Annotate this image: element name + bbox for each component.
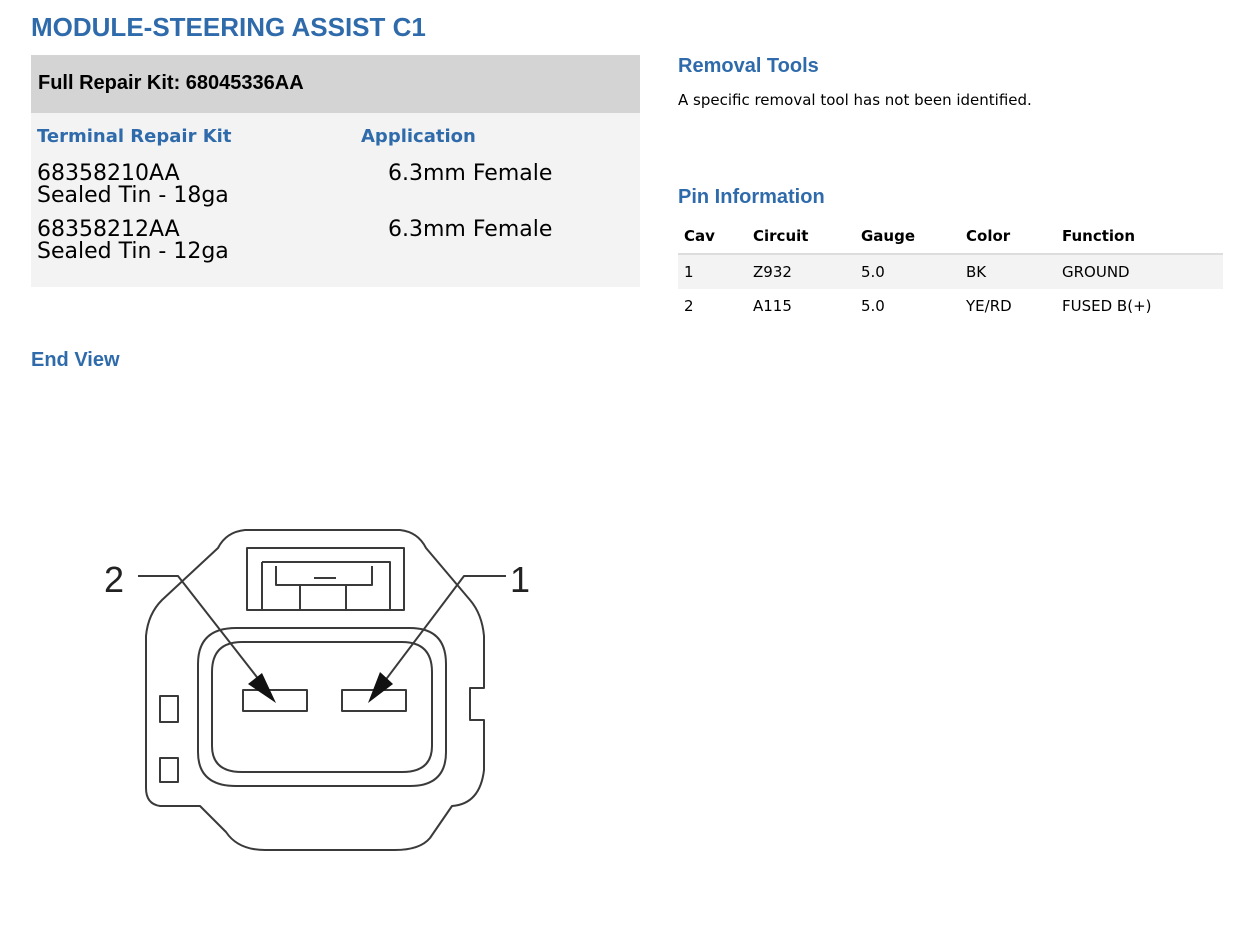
cell-gauge: 5.0 bbox=[855, 254, 960, 289]
pin-2-arrow bbox=[248, 673, 276, 703]
cell-color: YE/RD bbox=[966, 297, 1012, 315]
cell-function: FUSED B(+) bbox=[1062, 297, 1152, 315]
cell-gauge: 5.0 bbox=[861, 297, 885, 315]
connector-end-view-diagram bbox=[100, 518, 540, 858]
pin-table-header-row bbox=[678, 219, 1223, 254]
cell-circuit: Z932 bbox=[747, 254, 855, 289]
cell-cav: 2 bbox=[684, 297, 694, 315]
pin-information-table bbox=[678, 219, 1223, 323]
repair-kit-title: Full Repair Kit: 68045336AA bbox=[38, 72, 304, 94]
repair-kit-header bbox=[31, 55, 640, 113]
column-header-function: Function bbox=[1056, 219, 1223, 254]
cell-color: BK bbox=[960, 254, 1056, 289]
removal-tools-title: Removal Tools bbox=[678, 55, 819, 77]
terminal-repair-kit-heading: Terminal Repair Kit bbox=[37, 126, 232, 147]
table-row bbox=[678, 254, 1223, 289]
kit-part-description: Sealed Tin - 18ga bbox=[37, 183, 229, 208]
kit-item bbox=[37, 163, 229, 207]
repair-kit-table bbox=[31, 113, 640, 287]
application-heading: Application bbox=[361, 126, 476, 147]
cell-cav: 1 bbox=[678, 254, 747, 289]
cell-function: GROUND bbox=[1056, 254, 1223, 289]
kit-part-number: 68358212AA bbox=[37, 217, 180, 242]
kit-part-number: 68358210AA bbox=[37, 161, 180, 186]
table-row bbox=[678, 289, 1223, 323]
column-header-circuit: Circuit bbox=[747, 219, 855, 254]
kit-application: 6.3mm Female bbox=[388, 217, 553, 242]
page-title: MODULE-STEERING ASSIST C1 bbox=[31, 12, 426, 42]
pin-information-title: Pin Information bbox=[678, 186, 825, 208]
removal-tools-note: A specific removal tool has not been identified. bbox=[678, 91, 1032, 109]
column-header-gauge: Gauge bbox=[855, 219, 960, 254]
kit-item bbox=[37, 219, 229, 263]
kit-part-description: Sealed Tin - 12ga bbox=[37, 239, 229, 264]
pin-label-1: 1 bbox=[510, 559, 531, 600]
connector-seal bbox=[198, 628, 446, 786]
column-header-color: Color bbox=[960, 219, 1056, 254]
column-header-cav: Cav bbox=[678, 219, 747, 254]
cell-circuit: A115 bbox=[753, 297, 792, 315]
end-view-title: End View bbox=[31, 349, 120, 371]
terminal-cavity-2 bbox=[243, 690, 307, 711]
pin-label-2: 2 bbox=[104, 559, 125, 600]
kit-application: 6.3mm Female bbox=[388, 161, 553, 186]
